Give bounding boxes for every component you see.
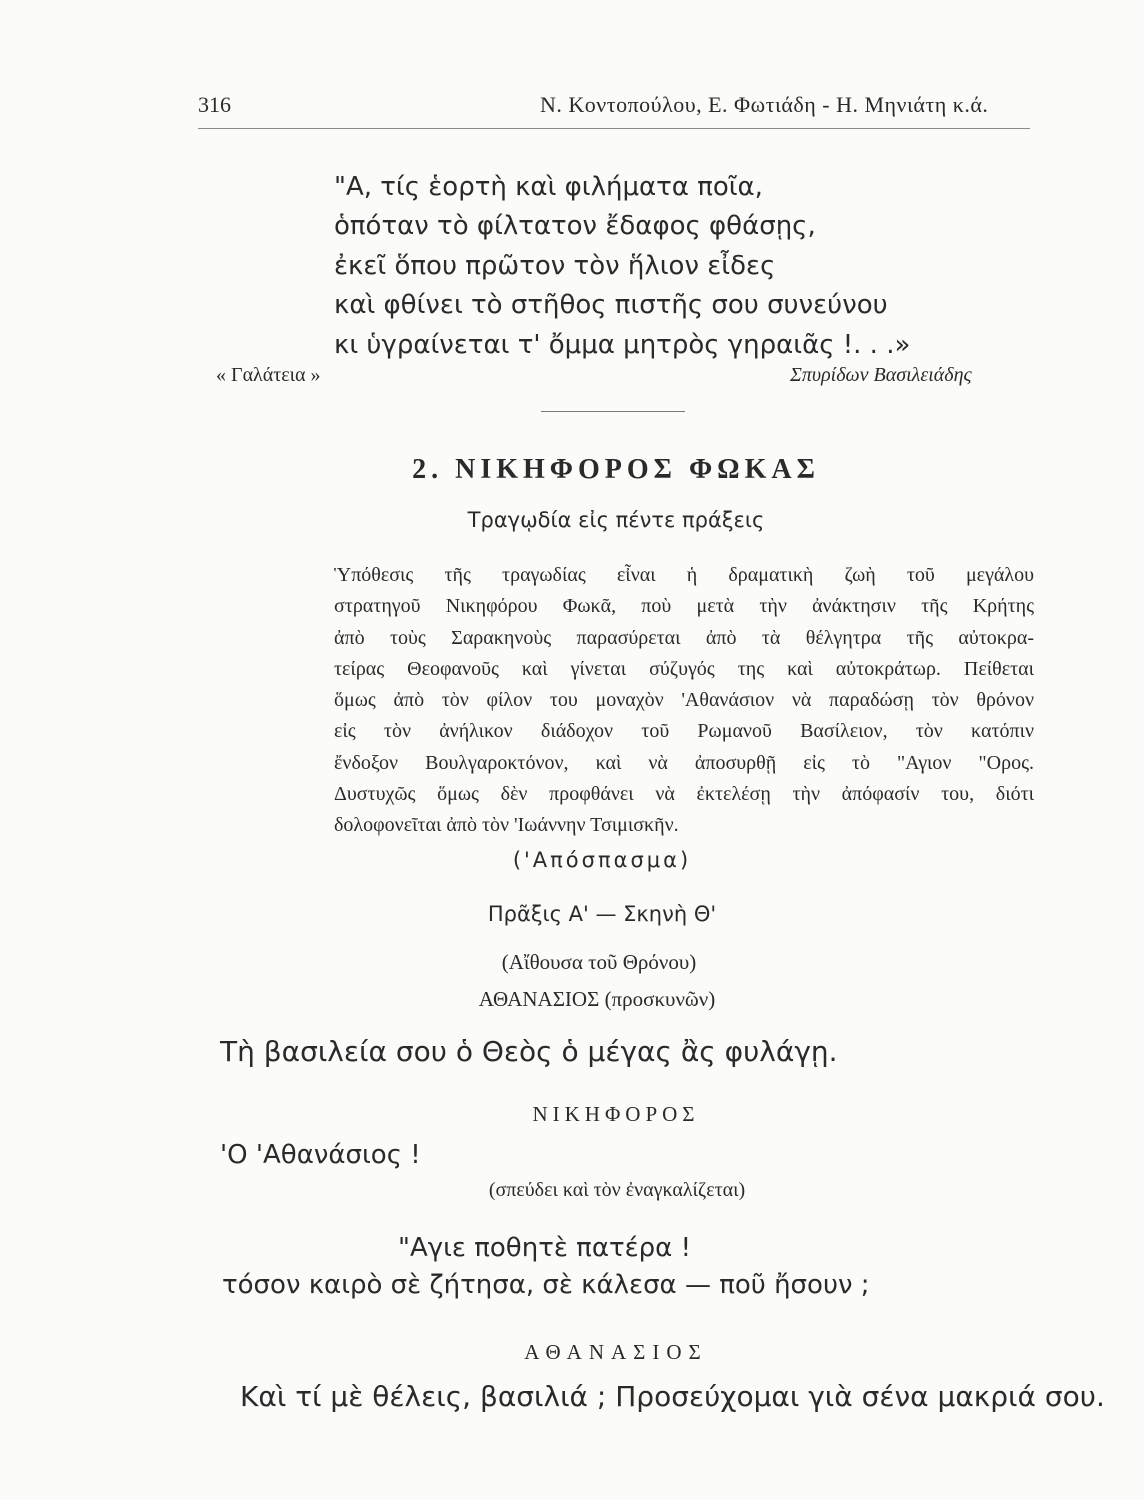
poem-line: κι ὑγραίνεται τ' ὄμμα μητρὸς γηραιᾶς !. . .»: [334, 329, 911, 360]
synopsis-line: τείρας Θεοφανοῦς καὶ γίνεται σύζυγός της καὶ αὐτοκράτωρ. Πείθεται: [334, 657, 1034, 680]
dialogue-line: "Αγιε ποθητὲ πατέρα !: [398, 1233, 691, 1263]
synopsis-line: ἀπὸ τοὺς Σαρακηνοὺς παρασύρεται ἀπὸ τὰ θέλγητρα τῆς αὐτοκρα-: [334, 626, 1034, 649]
section-divider: [541, 411, 685, 412]
dialogue-line: Τὴ βασιλεία σου ὁ Θεὸς ὁ μέγας ἂς φυλάγῃ.: [220, 1035, 838, 1068]
act-scene: Πρᾶξις Α' — Σκηνὴ Θ': [487, 902, 717, 926]
poem-line: καὶ φθίνει τὸ στῆθος πιστῆς σου συνεύνου: [334, 290, 888, 321]
speaker-name: ΑΘΑΝΑΣΙΟΣ: [478, 987, 600, 1011]
running-header-authors: Ν. Κοντοπούλου, Ε. Φωτιάδη - Η. Μηνιάτη κ.ά.: [540, 92, 989, 117]
stage-direction: (σπεύδει καὶ τὸν ἐναγκαλίζεται): [488, 1179, 746, 1201]
poem-source: « Γαλάτεια »: [216, 364, 321, 386]
scene-setting: (Αἴθουσα τοῦ Θρόνου): [501, 950, 697, 974]
dialogue-line: 'Ο 'Αθανάσιος !: [220, 1140, 421, 1170]
synopsis-line: δολοφονεῖται ἀπὸ τὸν 'Ιωάννην Τσιμισκῆν.: [334, 814, 679, 837]
synopsis-paragraph: [334, 560, 1034, 842]
poem-line: "Α, τίς ἑορτὴ καὶ φιλήματα ποῖα,: [334, 172, 763, 202]
synopsis-line: εἰς τὸν ἀνήλικον διάδοχον τοῦ Ρωμανοῦ Βασίλειον, τὸν κατόπιν: [334, 720, 1034, 743]
section-subtitle: Τραγῳδία εἰς πέντε πράξεις: [467, 508, 765, 532]
excerpt-label: ('Απόσπασμα): [512, 848, 692, 872]
poem-line: ὁπόταν τὸ φίλτατον ἔδαφος φθάσῃς,: [334, 211, 816, 242]
poem-line: ἐκεῖ ὅπου πρῶτον τὸν ἥλιον εἶδες: [334, 250, 776, 281]
synopsis-line: Δυστυχῶς ὅμως δὲν προφθάνει νὰ ἐκτελέσῃ τὴν ἀπόφασίν του, διότι: [334, 783, 1034, 806]
speaker-heading: [0, 987, 1144, 1012]
speaker-name: ΑΘΑΝΑΣΙΟΣ: [524, 1340, 708, 1364]
synopsis-line: ἔνδοξον Βουλγαροκτόνον, καὶ νὰ ἀποσυρθῇ εἰς τὸ "Αγιον "Ορος.: [334, 751, 1034, 774]
page-number: 316: [198, 92, 231, 117]
poem-block: [334, 168, 910, 365]
section-title: 2. ΝΙΚΗΦΟΡΟΣ ΦΩΚΑΣ: [412, 454, 820, 485]
synopsis-line: ὅμως ἀπὸ τὸν φίλον του μοναχὸν 'Αθανάσιον νὰ παραδώσῃ τὸν θρόνον: [334, 689, 1034, 712]
speaker-direction: (προσκυνῶν): [604, 987, 716, 1011]
dialogue-line: τόσον καιρὸ σὲ ζήτησα, σὲ κάλεσα — ποῦ ἤσουν ;: [222, 1270, 870, 1300]
dialogue-line: Καὶ τί μὲ θέλεις, βασιλιά ; Προσεύχομαι γιὰ σένα μακριά σου.: [240, 1380, 1105, 1413]
poet-name: Σπυρίδων Βασιλειάδης: [790, 364, 972, 386]
synopsis-line: στρατηγοῦ Νικηφόρου Φωκᾶ, ποὺ μετὰ τὴν ἀνάκτησιν τῆς Κρήτης: [334, 595, 1034, 618]
speaker-name: ΝΙΚΗΦΟΡΟΣ: [532, 1102, 700, 1126]
synopsis-line: Ὑπόθεσις τῆς τραγωδίας εἶναι ἡ δραματικὴ ζωὴ τοῦ μεγάλου: [334, 564, 1034, 586]
header-divider: [198, 128, 1030, 129]
